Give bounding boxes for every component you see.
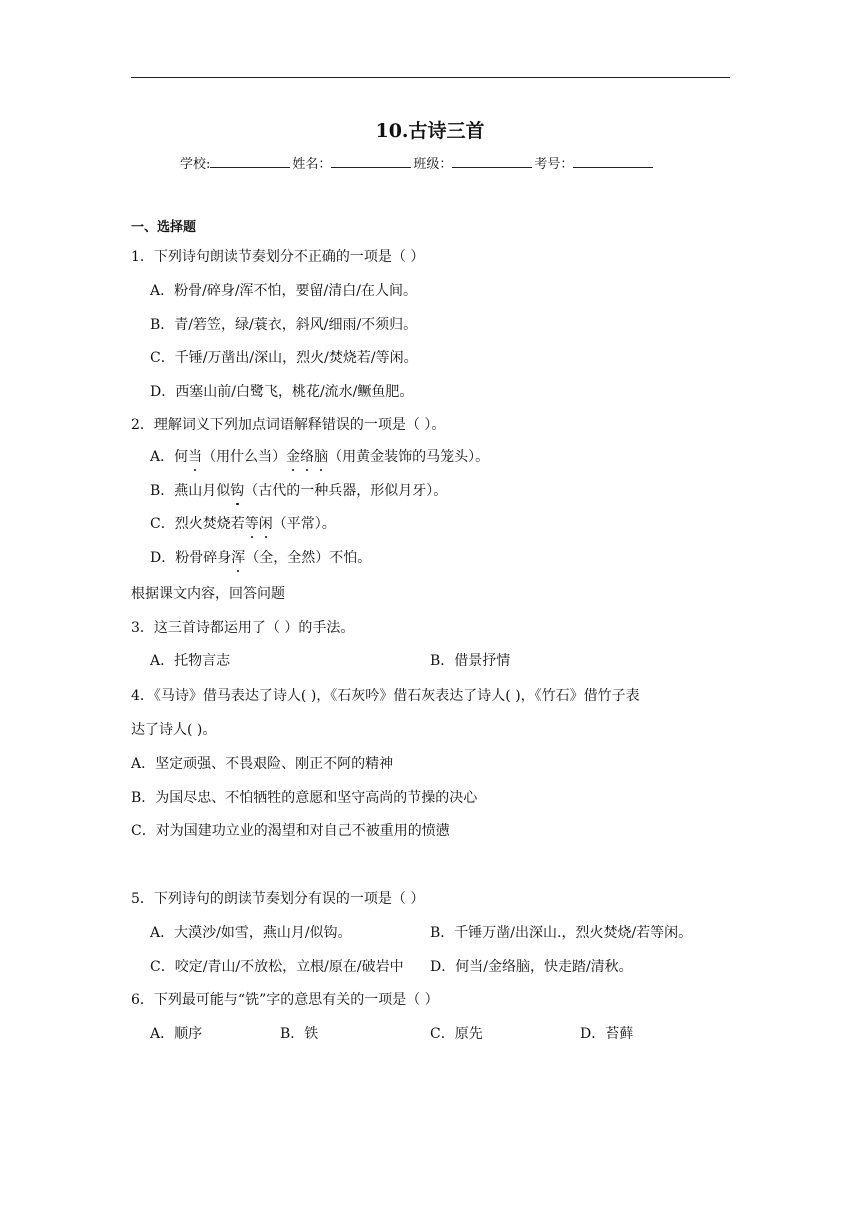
q5-stem: 5．下列诗句的朗读节奏划分有误的一项是（ ）	[131, 891, 425, 907]
q2-b-gloss: （古代的一种兵器，形似月牙）。	[244, 483, 448, 499]
q5-option-a: A．大漠沙/如雪，燕山月/似钩。	[150, 925, 352, 941]
q2-b-dotted-word: 钩	[230, 483, 245, 499]
q4-stem-line2: 达了诗人( )。	[131, 722, 217, 738]
q2-c-prefix: C．烈火焚烧若	[150, 516, 245, 532]
school-label: 学校:	[180, 157, 211, 172]
q6-option-c: C．原先	[430, 1026, 483, 1042]
q2-a-prefix: A．何	[150, 449, 189, 465]
passage-intro: 根据课文内容，回答问题	[131, 586, 285, 602]
q2-d-prefix: D．粉骨碎身	[150, 550, 232, 566]
class-label: 班级：	[413, 157, 453, 172]
q2-d-dotted-word: 浑	[231, 550, 246, 566]
q5-option-d: D．何当/金络脑，快走踏/清秋。	[430, 959, 633, 975]
page-title: 10.古诗三首	[375, 120, 485, 142]
q6-option-a: A．顺序	[150, 1026, 203, 1042]
q3-stem: 3．这三首诗都运用了（ ）的手法。	[131, 620, 355, 636]
q2-a-dotted-word-2: 金络脑	[286, 449, 329, 465]
q2-c-gloss: （平常）。	[272, 516, 336, 532]
q2-option-a	[150, 448, 489, 466]
student-info-line	[180, 153, 655, 172]
q2-stem: 2．理解词义下列加点词语解释错误的一项是（ ）。	[131, 417, 446, 433]
q6-stem: 6．下列最可能与“铣”字的意思有关的一项是（ ）	[131, 992, 439, 1008]
section-heading: 一、选择题	[131, 220, 197, 235]
exam-number-blank	[573, 155, 653, 168]
name-label: 姓名：	[292, 157, 332, 172]
q2-option-b	[150, 482, 447, 500]
exam-number-label: 考号：	[534, 157, 574, 172]
q2-b-prefix: B．燕山月似	[150, 483, 231, 499]
q2-a-dotted-word-1: 当	[188, 449, 203, 465]
q2-d-gloss: （全，全然）不怕。	[245, 550, 372, 566]
q3-option-b: B．借景抒情	[430, 653, 511, 669]
q2-option-c	[150, 515, 336, 533]
q1-option-b: B．青/箬笠，绿/蓑衣，斜风/细雨/不须归。	[150, 317, 418, 333]
q2-a-gloss-1: （用什么当）	[202, 449, 287, 465]
q6-option-b: B．铁	[280, 1026, 319, 1042]
q1-stem: 1．下列诗句朗读节奏划分不正确的一项是（ ）	[131, 249, 425, 265]
name-blank	[331, 155, 411, 168]
q1-option-c: C．千锤/万凿出/深山，烈火/焚烧若/等闲。	[150, 350, 418, 366]
q4-option-c: C．对为国建功立业的渴望和对自己不被重用的愤懑	[131, 823, 450, 839]
q2-a-gloss-2: （用黄金装饰的马笼头）。	[328, 449, 490, 465]
q5-option-b: B．千锤万凿/出深山.，烈火焚烧/若等闲。	[430, 925, 693, 941]
q4-option-b: B．为国尽忠、不怕牺牲的意愿和坚守高尚的节操的决心	[131, 790, 478, 806]
q2-option-d	[150, 549, 371, 567]
q1-option-a: A．粉骨/碎身/浑不怕，要留/清白/在人间。	[150, 283, 417, 299]
q1-option-d: D．西塞山前/白鹭飞，桃花/流水/鳜鱼肥。	[150, 384, 414, 400]
q2-c-dotted-word: 等闲	[244, 516, 273, 532]
header-rule	[131, 77, 730, 78]
q3-option-a: A．托物言志	[150, 653, 231, 669]
school-blank	[210, 155, 290, 168]
q5-option-c: C．咬定/青山/不放松，立根/原在/破岩中	[150, 959, 404, 975]
q6-option-d: D．苔藓	[580, 1026, 634, 1042]
class-blank	[452, 155, 532, 168]
q4-stem-line1: 4．《马诗》借马表达了诗人( )，《石灰吟》借石灰表达了诗人( )，《竹石》借竹子表	[131, 688, 640, 704]
q4-option-a: A．坚定顽强、不畏艰险、刚正不阿的精神	[131, 756, 394, 772]
